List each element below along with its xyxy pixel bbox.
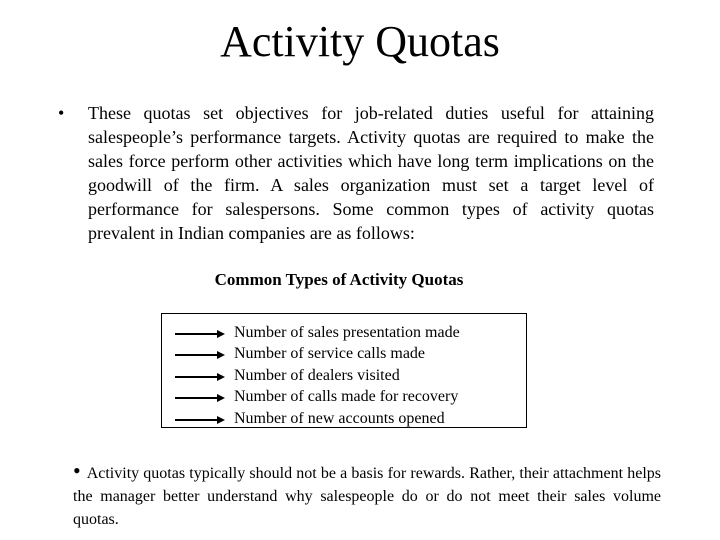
quota-item-label: Number of calls made for recovery (234, 388, 459, 405)
quota-item-label: Number of service calls made (234, 345, 426, 362)
quota-list-item (162, 365, 526, 386)
arrow-right-icon (175, 350, 225, 360)
closing-bullet (73, 459, 661, 531)
quota-item-label: Number of dealers visited (234, 367, 400, 384)
closing-paragraph (73, 459, 661, 531)
quota-types-heading: Common Types of Activity Quotas (214, 270, 464, 289)
bullet-marker: • (73, 458, 81, 483)
quota-types-box (161, 313, 527, 428)
arrow-right-icon (175, 329, 225, 339)
arrow-right-icon (175, 415, 225, 425)
quota-item-label: Number of new accounts opened (234, 410, 445, 427)
intro-paragraph: These quotas set objectives for job-related duties useful for attaining salespeople’s performance targets. Activity quotas are required to make the sales force perform other activities which have long term implications on the goodwill of the firm. A sales organization must set a target level of performance for salespersons. Some common types of activity quotas prevalent in Indian companies are as follows: (88, 103, 654, 243)
quota-list-item (162, 408, 526, 429)
quota-list-item (162, 322, 526, 343)
closing-text: Activity quotas typically should not be a basis for rewards. Rather, their attachment helps the manager better understand why salespeople do or do not meet their sales volume quotas. (73, 465, 661, 528)
quota-item-label: Number of sales presentation made (234, 324, 460, 341)
quota-list-item (162, 386, 526, 407)
quota-list-item (162, 343, 526, 364)
arrow-right-icon (175, 372, 225, 382)
bullet-marker: • (58, 103, 65, 123)
slide-title: Activity Quotas (220, 17, 500, 66)
arrow-right-icon (175, 393, 225, 403)
